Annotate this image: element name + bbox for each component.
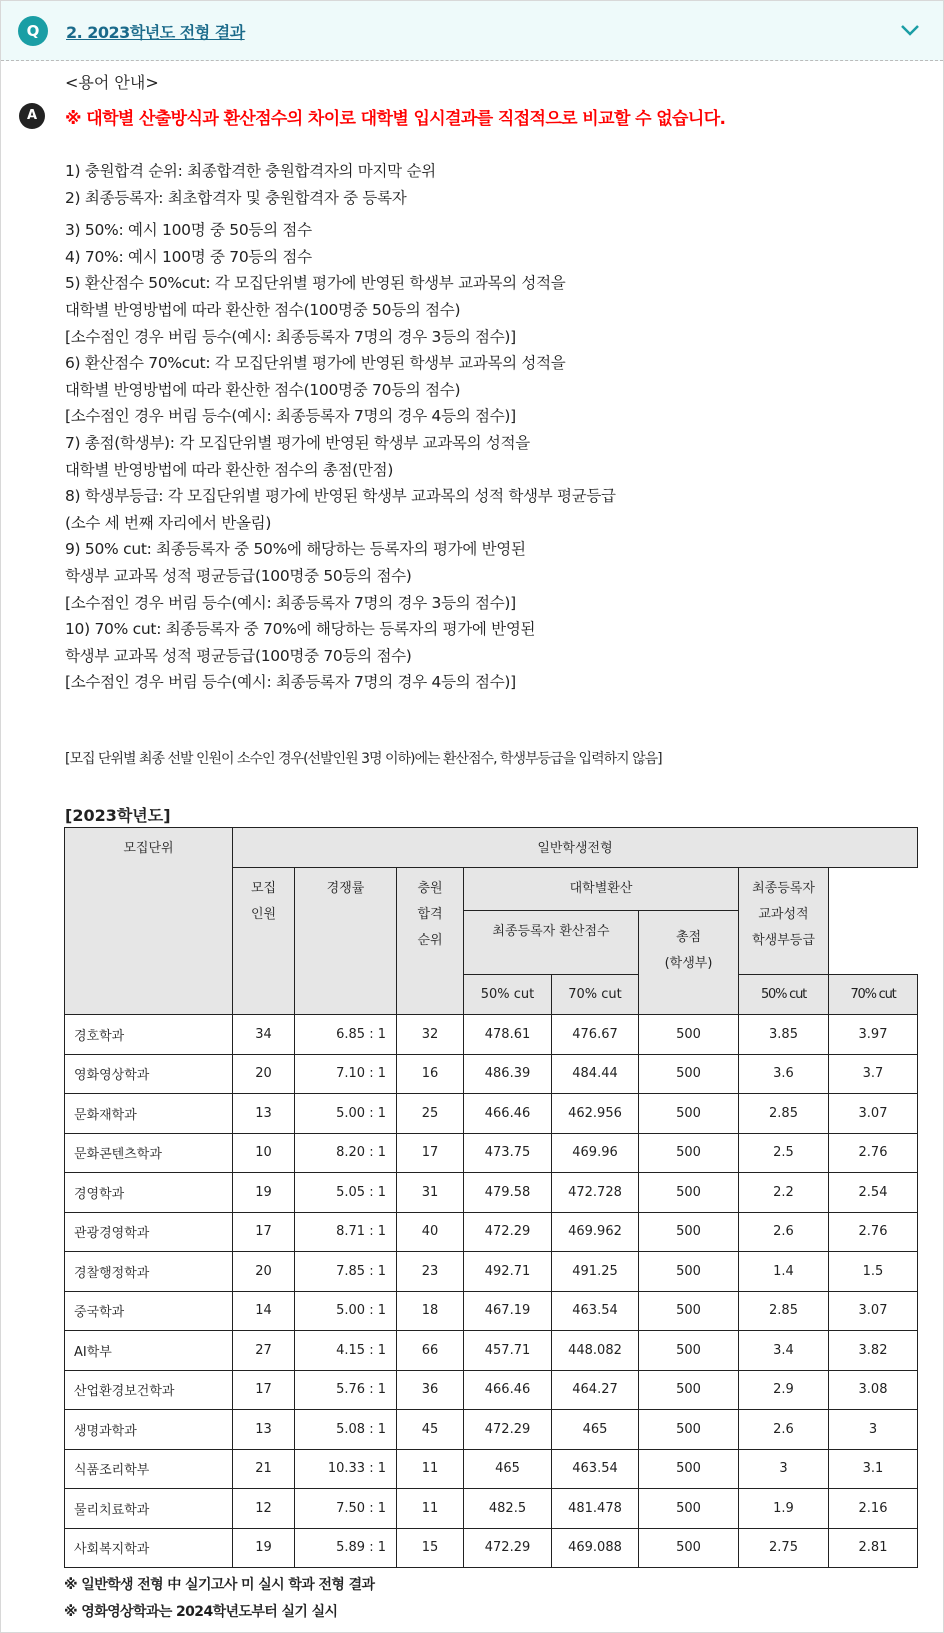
total-cell: 500 — [639, 1489, 739, 1529]
header-total: 총점 (학생부) — [639, 911, 739, 1015]
conv-50-cell: 479.58 — [464, 1173, 552, 1213]
ratio-cell: 5.76 : 1 — [295, 1370, 397, 1410]
header-final-conv: 최종등록자 환산점수 — [464, 911, 639, 975]
guide-title: <용어 안내> — [65, 73, 159, 92]
total-cell: 500 — [639, 1410, 739, 1450]
total-cell: 500 — [639, 1015, 739, 1055]
total-cell: 500 — [639, 1173, 739, 1213]
definition-line: 3) 50%: 예시 100명 중 50등의 점수 — [65, 221, 312, 240]
input-note: [모집 단위별 최종 선발 인원이 소수인 경우(선발인원 3명 이하)에는 환산점수, 학생부등급을 입력하지 않음] — [65, 751, 662, 767]
conv-50-cell: 457.71 — [464, 1331, 552, 1371]
header-grade: 최종등록자 교과성적 학생부등급 — [739, 868, 829, 975]
definition-line: 10) 70% cut: 최종등록자 중 70%에 해당하는 등록자의 평가에 반영된 — [65, 620, 536, 639]
quota-cell: 19 — [233, 1173, 295, 1213]
ratio-cell: 5.00 : 1 — [295, 1094, 397, 1134]
header-c70: 70% cut — [552, 975, 639, 1015]
rank-cell: 36 — [397, 1370, 464, 1410]
rank-cell: 23 — [397, 1252, 464, 1292]
conv-70-cell: 491.25 — [552, 1252, 639, 1292]
conv-50-cell: 472.29 — [464, 1410, 552, 1450]
conv-70-cell: 472.728 — [552, 1173, 639, 1213]
quota-cell: 21 — [233, 1449, 295, 1489]
table-row — [65, 1331, 918, 1371]
table-row — [65, 1528, 918, 1568]
grade-70-cell: 1.5 — [829, 1252, 918, 1292]
conv-70-cell: 464.27 — [552, 1370, 639, 1410]
grade-70-cell: 3.1 — [829, 1449, 918, 1489]
total-cell: 500 — [639, 1133, 739, 1173]
quota-cell: 19 — [233, 1528, 295, 1568]
unit-name-cell: 경찰행정학과 — [65, 1252, 233, 1292]
chevron-down-icon[interactable] — [899, 19, 921, 41]
answer-badge-icon: A — [19, 103, 45, 129]
header-rank: 충원 합격 순위 — [397, 868, 464, 1015]
table-row — [65, 1489, 918, 1529]
grade-70-cell: 3.07 — [829, 1291, 918, 1331]
grade-70-cell: 3.08 — [829, 1370, 918, 1410]
warning-text: ※ 대학별 산출방식과 환산점수의 차이로 대학별 입시결과를 직접적으로 비교할 수 없습니다. — [65, 109, 726, 129]
definition-line: 9) 50% cut: 최종등록자 중 50%에 해당하는 등록자의 평가에 반영된 — [65, 540, 526, 559]
conv-70-cell: 469.962 — [552, 1212, 639, 1252]
header-ratio: 경쟁률 — [295, 868, 397, 1015]
quota-cell: 10 — [233, 1133, 295, 1173]
grade-50-cell: 1.4 — [739, 1252, 829, 1292]
quota-cell: 27 — [233, 1331, 295, 1371]
unit-name-cell: 문화콘텐츠학과 — [65, 1133, 233, 1173]
grade-50-cell: 2.6 — [739, 1212, 829, 1252]
conv-50-cell: 472.29 — [464, 1528, 552, 1568]
quota-cell: 34 — [233, 1015, 295, 1055]
grade-50-cell: 3.4 — [739, 1331, 829, 1371]
unit-name-cell: 영화영상학과 — [65, 1054, 233, 1094]
header-g70: 70% cut — [829, 975, 918, 1015]
grade-70-cell: 3.82 — [829, 1331, 918, 1371]
table-row — [65, 1252, 918, 1292]
grade-50-cell: 2.5 — [739, 1133, 829, 1173]
conv-50-cell: 482.5 — [464, 1489, 552, 1529]
term-definitions — [65, 158, 616, 696]
quota-cell: 20 — [233, 1054, 295, 1094]
rank-cell: 31 — [397, 1173, 464, 1213]
definition-line: 6) 환산점수 70%cut: 각 모집단위별 평가에 반영된 학생부 교과목의 성적을 — [65, 354, 566, 373]
unit-name-cell: 식품조리학부 — [65, 1449, 233, 1489]
ratio-cell: 7.50 : 1 — [295, 1489, 397, 1529]
conv-50-cell: 467.19 — [464, 1291, 552, 1331]
ratio-cell: 7.85 : 1 — [295, 1252, 397, 1292]
table-row — [65, 1449, 918, 1489]
ratio-cell: 8.71 : 1 — [295, 1212, 397, 1252]
conv-50-cell: 492.71 — [464, 1252, 552, 1292]
ratio-cell: 5.89 : 1 — [295, 1528, 397, 1568]
grade-50-cell: 2.6 — [739, 1410, 829, 1450]
total-cell: 500 — [639, 1252, 739, 1292]
total-cell: 500 — [639, 1212, 739, 1252]
unit-name-cell: 경호학과 — [65, 1015, 233, 1055]
conv-70-cell: 484.44 — [552, 1054, 639, 1094]
conv-70-cell: 469.96 — [552, 1133, 639, 1173]
table-row — [65, 1410, 918, 1450]
grade-70-cell: 2.76 — [829, 1212, 918, 1252]
definition-line: 학생부 교과목 성적 평균등급(100명중 70등의 점수) — [65, 646, 412, 665]
rank-cell: 16 — [397, 1054, 464, 1094]
unit-name-cell: 산업환경보건학과 — [65, 1370, 233, 1410]
conv-50-cell: 466.46 — [464, 1370, 552, 1410]
ratio-cell: 5.08 : 1 — [295, 1410, 397, 1450]
header-conversion: 대학별환산 — [464, 868, 739, 911]
definition-line: [소수점인 경우 버림 등수(예시: 최종등록자 7명의 경우 3등의 점수)] — [65, 593, 516, 612]
total-cell: 500 — [639, 1291, 739, 1331]
grade-50-cell: 3.6 — [739, 1054, 829, 1094]
conv-70-cell: 463.54 — [552, 1449, 639, 1489]
conv-70-cell: 481.478 — [552, 1489, 639, 1529]
rank-cell: 15 — [397, 1528, 464, 1568]
quota-cell: 17 — [233, 1212, 295, 1252]
rank-cell: 45 — [397, 1410, 464, 1450]
table-row — [65, 1370, 918, 1410]
total-cell: 500 — [639, 1054, 739, 1094]
ratio-cell: 8.20 : 1 — [295, 1133, 397, 1173]
grade-70-cell: 3 — [829, 1410, 918, 1450]
year-title: [2023학년도] — [65, 806, 171, 825]
header-unit: 모집단위 — [65, 828, 233, 1015]
grade-50-cell: 2.75 — [739, 1528, 829, 1568]
definition-line: 대학별 반영방법에 따라 환산한 점수의 총점(만점) — [65, 460, 394, 479]
ratio-cell: 4.15 : 1 — [295, 1331, 397, 1371]
quota-cell: 12 — [233, 1489, 295, 1529]
unit-name-cell: 경영학과 — [65, 1173, 233, 1213]
header-c50: 50% cut — [464, 975, 552, 1015]
grade-70-cell: 3.07 — [829, 1094, 918, 1134]
unit-name-cell: 생명과학과 — [65, 1410, 233, 1450]
conv-50-cell: 465 — [464, 1449, 552, 1489]
rank-cell: 66 — [397, 1331, 464, 1371]
grade-70-cell: 2.54 — [829, 1173, 918, 1213]
definition-line: [소수점인 경우 버림 등수(예시: 최종등록자 7명의 경우 4등의 점수)] — [65, 407, 516, 426]
conv-70-cell: 463.54 — [552, 1291, 639, 1331]
definition-line: 학생부 교과목 성적 평균등급(100명중 50등의 점수) — [65, 566, 412, 585]
results-table — [64, 827, 918, 1568]
definition-line: 4) 70%: 예시 100명 중 70등의 점수 — [65, 247, 312, 266]
total-cell: 500 — [639, 1370, 739, 1410]
quota-cell: 13 — [233, 1094, 295, 1134]
conv-50-cell: 478.61 — [464, 1015, 552, 1055]
ratio-cell: 5.05 : 1 — [295, 1173, 397, 1213]
conv-50-cell: 472.29 — [464, 1212, 552, 1252]
definition-line: (소수 세 번째 자리에서 반올림) — [65, 513, 272, 532]
question-badge-icon: Q — [18, 16, 48, 46]
grade-50-cell: 3.85 — [739, 1015, 829, 1055]
unit-name-cell: AI학부 — [65, 1331, 233, 1371]
table-row — [65, 1015, 918, 1055]
grade-50-cell: 1.9 — [739, 1489, 829, 1529]
conv-70-cell: 476.67 — [552, 1015, 639, 1055]
table-row — [65, 1094, 918, 1134]
unit-name-cell: 관광경영학과 — [65, 1212, 233, 1252]
table-row — [65, 1173, 918, 1213]
unit-name-cell: 사회복지학과 — [65, 1528, 233, 1568]
conv-70-cell: 462.956 — [552, 1094, 639, 1134]
header-g50: 50% cut — [739, 975, 829, 1015]
conv-50-cell: 486.39 — [464, 1054, 552, 1094]
ratio-cell: 6.85 : 1 — [295, 1015, 397, 1055]
quota-cell: 13 — [233, 1410, 295, 1450]
table-row — [65, 1054, 918, 1094]
conv-70-cell: 469.088 — [552, 1528, 639, 1568]
grade-50-cell: 2.85 — [739, 1291, 829, 1331]
definition-line: 7) 총점(학생부): 각 모집단위별 평가에 반영된 학생부 교과목의 성적을 — [65, 433, 530, 452]
quota-cell: 17 — [233, 1370, 295, 1410]
conv-70-cell: 448.082 — [552, 1331, 639, 1371]
footnote-2: ※ 영화영상학과는 2024학년도부터 실기 실시 — [64, 1604, 338, 1620]
definition-line: 대학별 반영방법에 따라 환산한 점수(100명중 70등의 점수) — [65, 380, 461, 399]
conv-50-cell: 466.46 — [464, 1094, 552, 1134]
grade-50-cell: 2.85 — [739, 1094, 829, 1134]
grade-70-cell: 2.81 — [829, 1528, 918, 1568]
question-title-link[interactable]: 2. 2023학년도 전형 결과 — [66, 23, 245, 42]
quota-cell: 20 — [233, 1252, 295, 1292]
table-row — [65, 1133, 918, 1173]
definition-line: 5) 환산점수 50%cut: 각 모집단위별 평가에 반영된 학생부 교과목의 성적을 — [65, 274, 566, 293]
grade-70-cell: 2.76 — [829, 1133, 918, 1173]
grade-50-cell: 2.9 — [739, 1370, 829, 1410]
conv-70-cell: 465 — [552, 1410, 639, 1450]
ratio-cell: 10.33 : 1 — [295, 1449, 397, 1489]
grade-70-cell: 3.97 — [829, 1015, 918, 1055]
grade-70-cell: 3.7 — [829, 1054, 918, 1094]
total-cell: 500 — [639, 1449, 739, 1489]
rank-cell: 18 — [397, 1291, 464, 1331]
grade-70-cell: 2.16 — [829, 1489, 918, 1529]
unit-name-cell: 중국학과 — [65, 1291, 233, 1331]
unit-name-cell: 문화재학과 — [65, 1094, 233, 1134]
rank-cell: 40 — [397, 1212, 464, 1252]
ratio-cell: 7.10 : 1 — [295, 1054, 397, 1094]
rank-cell: 32 — [397, 1015, 464, 1055]
total-cell: 500 — [639, 1528, 739, 1568]
definition-line: 2) 최종등록자: 최초합격자 및 충원합격자 중 등록자 — [65, 188, 407, 207]
total-cell: 500 — [639, 1094, 739, 1134]
total-cell: 500 — [639, 1331, 739, 1371]
definition-line: [소수점인 경우 버림 등수(예시: 최종등록자 7명의 경우 4등의 점수)] — [65, 673, 516, 692]
rank-cell: 11 — [397, 1489, 464, 1529]
quota-cell: 14 — [233, 1291, 295, 1331]
rank-cell: 25 — [397, 1094, 464, 1134]
rank-cell: 11 — [397, 1449, 464, 1489]
faq-question-header[interactable] — [1, 1, 943, 61]
footnote-1: ※ 일반학생 전형 中 실기고사 미 실시 학과 전형 결과 — [64, 1577, 375, 1593]
unit-name-cell: 물리치료학과 — [65, 1489, 233, 1529]
header-quota: 모집 인원 — [233, 868, 295, 1015]
conv-50-cell: 473.75 — [464, 1133, 552, 1173]
grade-50-cell: 3 — [739, 1449, 829, 1489]
rank-cell: 17 — [397, 1133, 464, 1173]
grade-50-cell: 2.2 — [739, 1173, 829, 1213]
header-general: 일반학생전형 — [233, 828, 918, 868]
definition-line: 대학별 반영방법에 따라 환산한 점수(100명중 50등의 점수) — [65, 300, 461, 319]
ratio-cell: 5.00 : 1 — [295, 1291, 397, 1331]
definition-line: 8) 학생부등급: 각 모집단위별 평가에 반영된 학생부 교과목의 성적 학생부 평균등급 — [65, 487, 616, 506]
table-row — [65, 1212, 918, 1252]
definition-line: [소수점인 경우 버림 등수(예시: 최종등록자 7명의 경우 3등의 점수)] — [65, 327, 516, 346]
table-row — [65, 1291, 918, 1331]
definition-line: 1) 충원합격 순위: 최종합격한 충원합격자의 마지막 순위 — [65, 162, 436, 180]
